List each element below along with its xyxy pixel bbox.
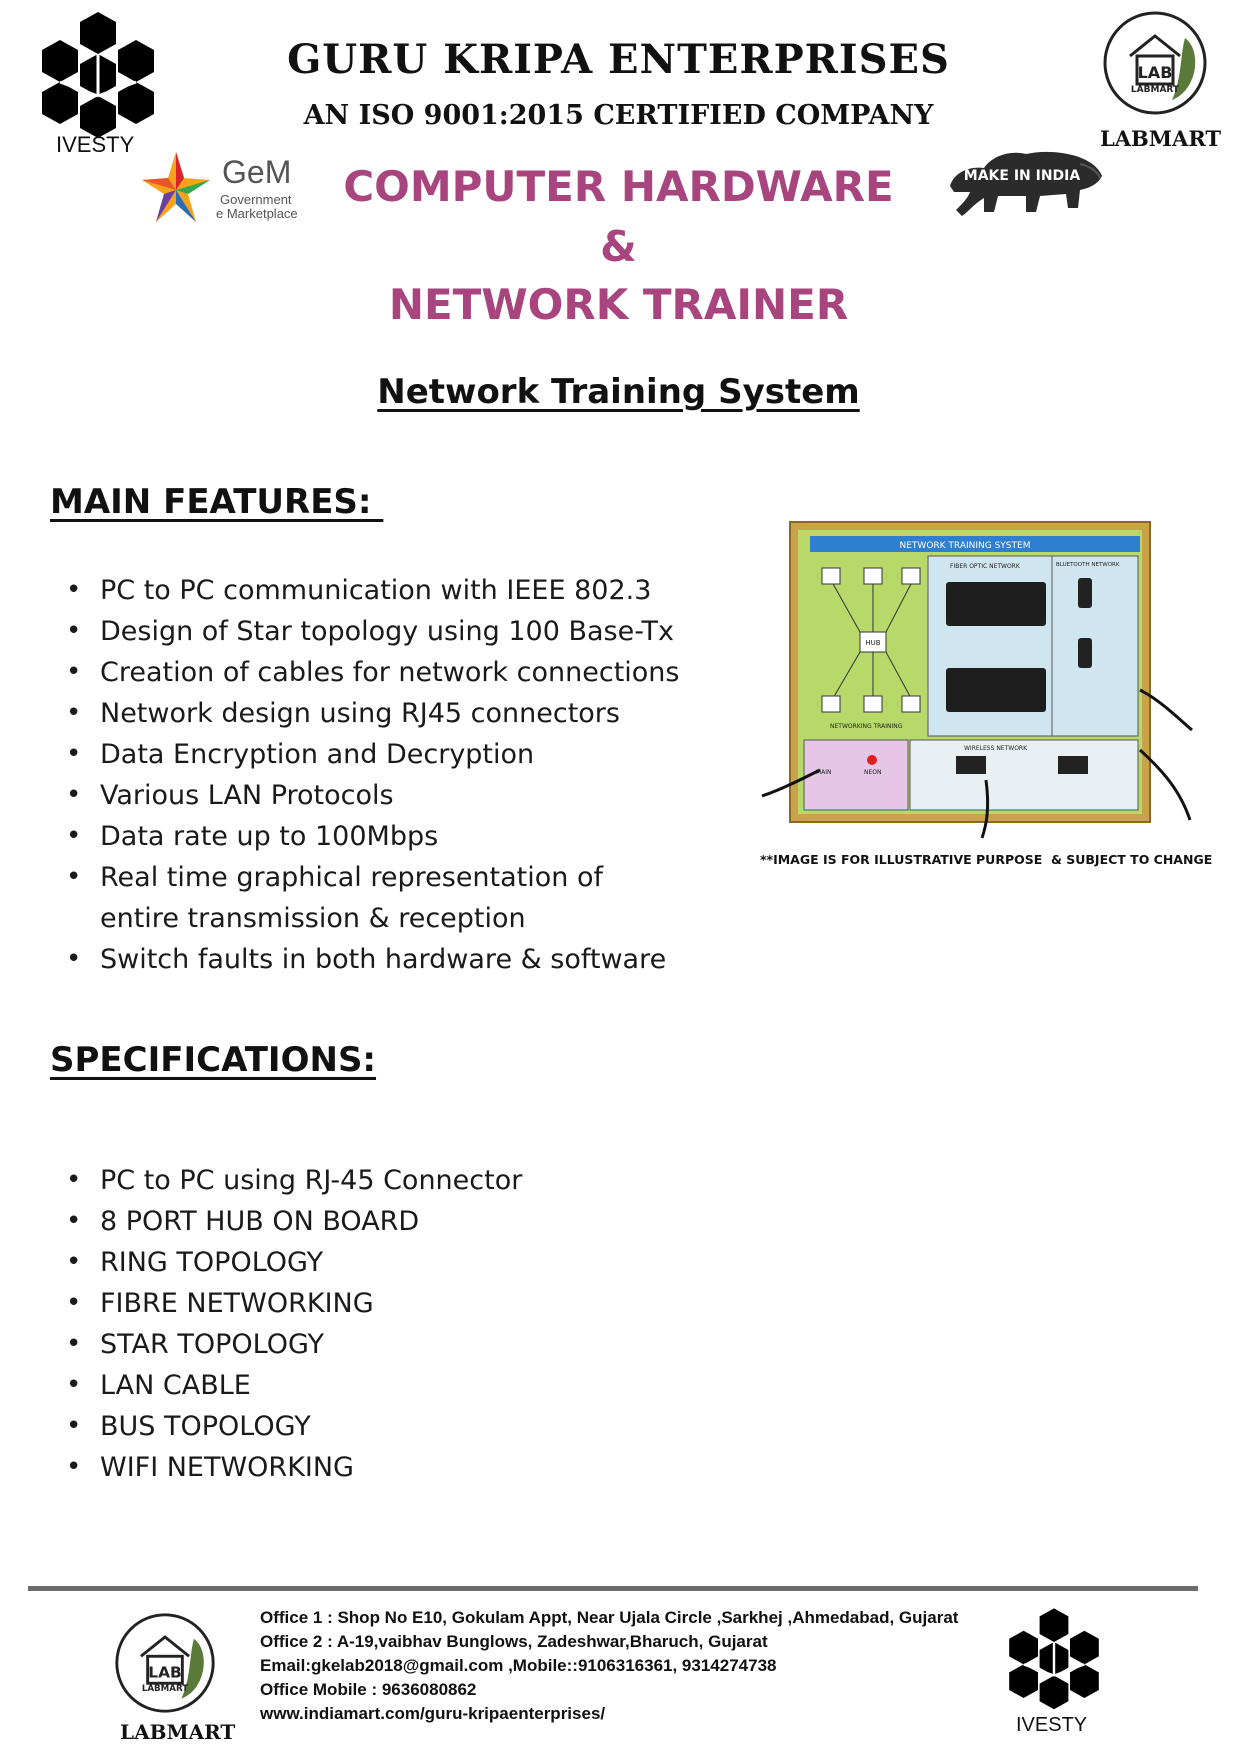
labmart-badge-text: LABMART <box>141 1683 189 1694</box>
feature-item: • Various LAN Protocols <box>50 775 690 816</box>
fiber-optic-label: FIBER OPTIC NETWORK <box>950 563 1020 570</box>
spec-item: • WIFI NETWORKING <box>50 1447 690 1488</box>
company-name: GURU KRIPA ENTERPRISES <box>287 36 950 83</box>
svg-text:LAB: LAB <box>1137 63 1173 82</box>
spec-item: • FIBRE NETWORKING <box>50 1283 690 1324</box>
product-title-line-2: & <box>600 222 637 271</box>
feature-item: • Network design using RJ45 connectors <box>50 693 690 734</box>
contact-email-mobile[interactable]: Email:gkelab2018@gmail.com ,Mobile::9106316361, 9314274738 <box>260 1656 777 1675</box>
footer-ivesty-label: IVESTY <box>1016 1714 1088 1736</box>
labmart-logo <box>1100 8 1220 158</box>
features-list <box>50 570 690 980</box>
svg-text:LAB: LAB <box>148 1663 182 1682</box>
hub-label: HUB <box>865 639 881 647</box>
footer-contact <box>260 1606 958 1726</box>
gem-sub-1: Government <box>220 192 292 207</box>
feature-item: • Design of Star topology using 100 Base-Tx <box>50 611 690 652</box>
product-title-line-1: COMPUTER HARDWARE <box>343 162 894 211</box>
spec-item: • LAN CABLE <box>50 1365 690 1406</box>
footer-divider <box>28 1586 1198 1591</box>
spec-item: • BUS TOPOLOGY <box>50 1406 690 1447</box>
feature-item: • Switch faults in both hardware & software <box>50 939 690 980</box>
spec-item: • 8 PORT HUB ON BOARD <box>50 1201 690 1242</box>
feature-item: • Data Encryption and Decryption <box>50 734 690 775</box>
product-image <box>760 520 1213 867</box>
labmart-logo-label: LABMART <box>1100 126 1222 151</box>
networking-training-label: NETWORKING TRAINING <box>830 723 903 730</box>
product-title-line-3: NETWORK TRAINER <box>388 280 849 329</box>
office-1-address: Office 1 : Shop No E10, Gokulam Appt, Near Ujala Circle ,Sarkhej ,Ahmedabad, Gujarat <box>260 1608 959 1627</box>
iso-certification: AN ISO 9001:2015 CERTIFIED COMPANY <box>303 100 934 131</box>
wireless-label: WIRELESS NETWORK <box>964 745 1028 752</box>
features-heading: MAIN FEATURES: <box>50 482 384 522</box>
spec-item: • PC to PC using RJ-45 Connector <box>50 1160 690 1201</box>
neon-label: NEON <box>864 769 882 776</box>
footer-ivesty-logo <box>1006 1606 1106 1741</box>
ivesty-logo-label: IVESTY <box>56 132 135 157</box>
product-subtitle: Network Training System <box>377 372 860 412</box>
office-mobile: Office Mobile : 9636080862 <box>260 1680 477 1699</box>
spec-item: • STAR TOPOLOGY <box>50 1324 690 1365</box>
specifications-list <box>50 1160 690 1488</box>
spec-item: • RING TOPOLOGY <box>50 1242 690 1283</box>
image-caption: **IMAGE IS FOR ILLUSTRATIVE PURPOSE & SUBJECT TO CHANGE <box>760 852 1213 867</box>
feature-item: • Data rate up to 100Mbps <box>50 816 690 857</box>
website-link[interactable]: www.indiamart.com/guru-kripaenterprises/ <box>260 1704 606 1723</box>
main-switch-label: MAIN <box>816 769 832 776</box>
network-trainer-board-illustration <box>760 520 1196 840</box>
office-2-address: Office 2 : A-19,vaibhav Bunglows, Zadeshwar,Bharuch, Gujarat <box>260 1632 768 1651</box>
labmart-badge-icon <box>112 1610 218 1716</box>
ivesty-logo <box>38 10 158 160</box>
feature-item: • Creation of cables for network connections <box>50 652 690 693</box>
bluetooth-label: BLUETOOTH NETWORK <box>1056 562 1120 568</box>
feature-item: • Real time graphical representation of entire transmission & reception <box>50 857 690 939</box>
feature-item: • PC to PC communication with IEEE 802.3 <box>50 570 690 611</box>
svg-text:LABMART: LABMART <box>1130 85 1180 95</box>
gem-wordmark: GeM <box>222 154 292 190</box>
board-title: NETWORK TRAINING SYSTEM <box>899 541 1031 551</box>
footer-labmart-logo <box>112 1610 236 1745</box>
specifications-heading: SPECIFICATIONS: <box>50 1040 377 1080</box>
make-in-india-text: MAKE IN INDIA <box>963 168 1081 184</box>
ivesty-cube-icon <box>1006 1606 1102 1710</box>
gem-sub-2: e Marketplace <box>216 206 298 221</box>
footer-labmart-label: LABMART <box>120 1720 236 1744</box>
